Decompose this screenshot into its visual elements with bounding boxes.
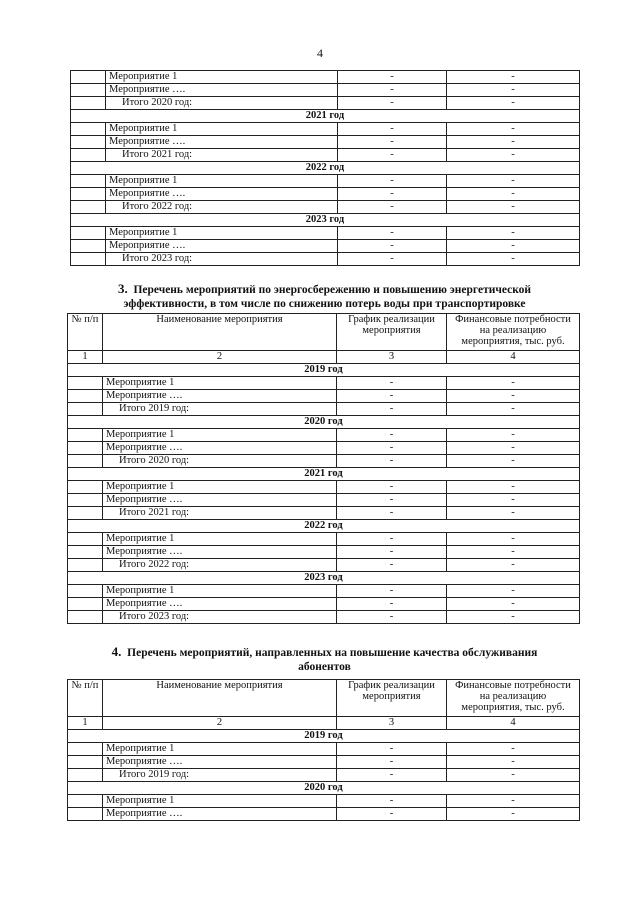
header-number: № п/п (68, 314, 103, 351)
table-row-total (68, 507, 580, 520)
cell-finance: - (447, 175, 580, 188)
cell-schedule: - (337, 559, 447, 572)
column-number-row (68, 717, 580, 730)
table-row (71, 227, 580, 240)
header-finance: Финансовые потребности на реализацию мероприятия, тыс. руб. (447, 314, 580, 351)
cell-number (68, 559, 103, 572)
cell-activity-name: Мероприятие …. (103, 598, 337, 611)
cell-number (68, 743, 103, 756)
cell-activity-name: Мероприятие …. (106, 188, 338, 201)
cell-finance: - (447, 611, 580, 624)
table-row (71, 188, 580, 201)
cell-number (68, 455, 103, 468)
table-row (68, 481, 580, 494)
cell-schedule: - (337, 429, 447, 442)
column-number: 4 (447, 717, 580, 730)
cell-number (68, 403, 103, 416)
cell-finance: - (447, 494, 580, 507)
cell-finance: - (447, 227, 580, 240)
cell-schedule: - (338, 227, 447, 240)
cell-number (68, 808, 103, 821)
cell-finance: - (447, 533, 580, 546)
cell-total-label: Итого 2020 год: (103, 455, 337, 468)
cell-number (71, 71, 106, 84)
table-section-4 (67, 679, 580, 821)
table-row (71, 240, 580, 253)
cell-activity-name: Мероприятие 1 (106, 123, 338, 136)
table-row-total (71, 201, 580, 214)
year-row (71, 162, 580, 175)
section-4-number: 4. (111, 644, 122, 659)
table-row (68, 377, 580, 390)
header-activity-name: Наименование мероприятия (103, 314, 337, 351)
cell-finance: - (447, 201, 580, 214)
cell-total-label: Итого 2023 год: (106, 253, 338, 266)
year-label: 2023 год (71, 214, 580, 227)
cell-activity-name: Мероприятие 1 (103, 795, 337, 808)
year-row (68, 572, 580, 585)
year-label: 2021 год (71, 110, 580, 123)
table-row (68, 546, 580, 559)
year-label: 2020 год (68, 416, 580, 429)
cell-activity-name: Мероприятие …. (103, 808, 337, 821)
year-label: 2019 год (68, 364, 580, 377)
cell-number (68, 769, 103, 782)
header-schedule: График реализации мероприятия (337, 680, 447, 717)
cell-activity-name: Мероприятие …. (106, 136, 338, 149)
cell-activity-name: Мероприятие …. (103, 442, 337, 455)
table-row (68, 442, 580, 455)
column-number: 3 (337, 351, 447, 364)
section-3-title-line1: Перечень мероприятий по энергосбережению и повышению энергетической (133, 284, 532, 296)
cell-finance: - (447, 97, 580, 110)
cell-number (68, 481, 103, 494)
cell-finance: - (447, 403, 580, 416)
table-row (71, 84, 580, 97)
cell-finance: - (447, 507, 580, 520)
year-row (68, 520, 580, 533)
cell-schedule: - (337, 377, 447, 390)
cell-schedule: - (337, 390, 447, 403)
table-header-row (68, 680, 580, 717)
cell-activity-name: Мероприятие …. (103, 546, 337, 559)
cell-finance: - (447, 598, 580, 611)
cell-finance: - (447, 743, 580, 756)
cell-finance: - (447, 71, 580, 84)
section-4-title-line1: Перечень мероприятий, направленных на повышение качества обслуживания (127, 647, 538, 659)
cell-finance: - (447, 442, 580, 455)
cell-activity-name: Мероприятие 1 (103, 481, 337, 494)
cell-number (71, 227, 106, 240)
section-4-title-line2: абонентов (298, 661, 351, 673)
cell-schedule: - (337, 743, 447, 756)
cell-total-label: Итого 2022 год: (106, 201, 338, 214)
cell-schedule: - (337, 403, 447, 416)
cell-number (71, 136, 106, 149)
cell-activity-name: Мероприятие 1 (103, 429, 337, 442)
cell-number (71, 84, 106, 97)
cell-schedule: - (338, 149, 447, 162)
year-row (68, 730, 580, 743)
cell-finance: - (447, 390, 580, 403)
cell-activity-name: Мероприятие 1 (103, 533, 337, 546)
cell-number (68, 598, 103, 611)
year-row (68, 416, 580, 429)
cell-schedule: - (338, 175, 447, 188)
table-row (68, 429, 580, 442)
cell-number (68, 795, 103, 808)
cell-number (71, 188, 106, 201)
table-row (68, 390, 580, 403)
cell-schedule: - (338, 253, 447, 266)
table-row-total (68, 769, 580, 782)
cell-activity-name: Мероприятие 1 (106, 227, 338, 240)
page-number: 4 (317, 46, 323, 60)
cell-number (71, 253, 106, 266)
table-row (68, 598, 580, 611)
cell-number (68, 377, 103, 390)
year-row (68, 782, 580, 795)
cell-number (68, 611, 103, 624)
cell-finance: - (447, 546, 580, 559)
table-row-total (71, 253, 580, 266)
cell-number (68, 494, 103, 507)
table-row-total (68, 611, 580, 624)
cell-number (71, 123, 106, 136)
cell-number (71, 240, 106, 253)
cell-number (68, 429, 103, 442)
cell-finance: - (447, 455, 580, 468)
cell-activity-name: Мероприятие 1 (103, 377, 337, 390)
year-label: 2023 год (68, 572, 580, 585)
year-label: 2022 год (68, 520, 580, 533)
cell-total-label: Итого 2021 год: (106, 149, 338, 162)
column-number: 2 (103, 351, 337, 364)
column-number: 2 (103, 717, 337, 730)
table-row (68, 756, 580, 769)
table-row (68, 808, 580, 821)
cell-schedule: - (337, 611, 447, 624)
section-3-title (70, 282, 579, 311)
cell-schedule: - (337, 585, 447, 598)
cell-finance: - (447, 377, 580, 390)
cell-schedule: - (337, 756, 447, 769)
header-schedule: График реализации мероприятия (337, 314, 447, 351)
cell-finance: - (447, 808, 580, 821)
cell-total-label: Итого 2019 год: (103, 403, 337, 416)
year-row (68, 364, 580, 377)
cell-number (68, 442, 103, 455)
year-label: 2021 год (68, 468, 580, 481)
cell-schedule: - (337, 795, 447, 808)
cell-activity-name: Мероприятие …. (103, 494, 337, 507)
cell-schedule: - (338, 136, 447, 149)
cell-finance: - (447, 585, 580, 598)
cell-number (68, 546, 103, 559)
cell-finance: - (447, 429, 580, 442)
cell-finance: - (447, 149, 580, 162)
cell-number (68, 756, 103, 769)
cell-schedule: - (337, 808, 447, 821)
cell-schedule: - (338, 240, 447, 253)
cell-finance: - (447, 84, 580, 97)
cell-finance: - (447, 188, 580, 201)
header-finance: Финансовые потребности на реализацию мероприятия, тыс. руб. (447, 680, 580, 717)
cell-schedule: - (337, 546, 447, 559)
cell-total-label: Итого 2021 год: (103, 507, 337, 520)
table-row-total (68, 403, 580, 416)
cell-schedule: - (337, 769, 447, 782)
cell-schedule: - (337, 507, 447, 520)
cell-number (71, 97, 106, 110)
column-number: 1 (68, 717, 103, 730)
cell-activity-name: Мероприятие …. (106, 84, 338, 97)
cell-finance: - (447, 769, 580, 782)
cell-activity-name: Мероприятие …. (106, 240, 338, 253)
table-row (68, 795, 580, 808)
table-row (68, 494, 580, 507)
year-row (68, 468, 580, 481)
cell-finance: - (447, 795, 580, 808)
cell-activity-name: Мероприятие …. (103, 390, 337, 403)
table-header-row (68, 314, 580, 351)
header-activity-name: Наименование мероприятия (103, 680, 337, 717)
cell-schedule: - (337, 481, 447, 494)
year-label: 2022 год (71, 162, 580, 175)
column-number: 1 (68, 351, 103, 364)
cell-finance: - (447, 253, 580, 266)
cell-number (71, 175, 106, 188)
cell-schedule: - (337, 598, 447, 611)
table-row-total (71, 149, 580, 162)
cell-activity-name: Мероприятие 1 (103, 743, 337, 756)
table-row (71, 136, 580, 149)
column-number-row (68, 351, 580, 364)
cell-total-label: Итого 2023 год: (103, 611, 337, 624)
table-row (71, 175, 580, 188)
cell-total-label: Итого 2022 год: (103, 559, 337, 572)
cell-number (68, 533, 103, 546)
cell-number (68, 390, 103, 403)
table-row (68, 743, 580, 756)
cell-number (71, 149, 106, 162)
cell-schedule: - (337, 494, 447, 507)
cell-finance: - (447, 481, 580, 494)
cell-number (71, 201, 106, 214)
cell-activity-name: Мероприятие 1 (106, 175, 338, 188)
cell-number (68, 585, 103, 598)
year-label: 2019 год (68, 730, 580, 743)
section-3-number: 3. (117, 281, 128, 296)
cell-number (68, 507, 103, 520)
year-label: 2020 год (68, 782, 580, 795)
cell-schedule: - (337, 455, 447, 468)
year-row (71, 110, 580, 123)
cell-total-label: Итого 2020 год: (106, 97, 338, 110)
cell-schedule: - (337, 533, 447, 546)
cell-finance: - (447, 756, 580, 769)
cell-schedule: - (338, 201, 447, 214)
column-number: 3 (337, 717, 447, 730)
table-row (71, 71, 580, 84)
cell-total-label: Итого 2019 год: (103, 769, 337, 782)
cell-activity-name: Мероприятие 1 (106, 71, 338, 84)
cell-finance: - (447, 123, 580, 136)
table-row-total (71, 97, 580, 110)
cell-activity-name: Мероприятие 1 (103, 585, 337, 598)
table-section-3 (67, 313, 580, 624)
cell-finance: - (447, 240, 580, 253)
cell-schedule: - (337, 442, 447, 455)
cell-schedule: - (338, 188, 447, 201)
table-row (68, 585, 580, 598)
table-continued (70, 70, 580, 266)
column-number: 4 (447, 351, 580, 364)
section-4-title (70, 645, 579, 674)
section-3-title-line2: эффективности, в том числе по снижению потерь воды при транспортировке (123, 298, 526, 310)
year-row (71, 214, 580, 227)
table-row-total (68, 559, 580, 572)
cell-activity-name: Мероприятие …. (103, 756, 337, 769)
cell-schedule: - (338, 71, 447, 84)
table-row (71, 123, 580, 136)
cell-schedule: - (338, 97, 447, 110)
cell-finance: - (447, 559, 580, 572)
cell-schedule: - (338, 123, 447, 136)
cell-schedule: - (338, 84, 447, 97)
table-row-total (68, 455, 580, 468)
table-row (68, 533, 580, 546)
cell-finance: - (447, 136, 580, 149)
header-number: № п/п (68, 680, 103, 717)
